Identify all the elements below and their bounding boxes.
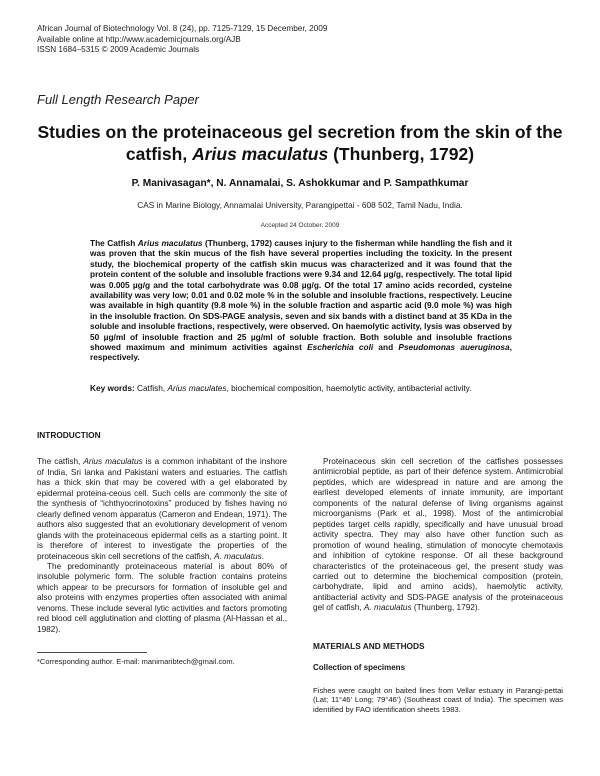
title-part2: (Thunberg, 1792) — [328, 144, 475, 164]
right-column — [313, 430, 563, 714]
title-species: Arius maculatus — [192, 144, 329, 164]
left-column — [37, 430, 287, 635]
journal-citation: African Journal of Biotechnology Vol. 8 (24), pp. 7125-7129, 15 December, 2009 — [37, 24, 328, 33]
abstract-text: , respectively. — [90, 342, 512, 363]
journal-header — [37, 24, 327, 56]
affiliation: CAS in Marine Biology, Annamalai University, Parangipettai - 608 502, Tamil Nadu, India. — [137, 200, 463, 210]
methods-heading: MATERIALS AND METHODS — [313, 640, 425, 651]
accepted-date: Accepted 24 October, 2009 — [260, 222, 340, 229]
footnote-divider — [37, 652, 147, 653]
methods-subheading: Collection of specimens — [313, 663, 406, 673]
abstract-italic: Pseudomonas aueruginosa — [398, 342, 510, 353]
abstract-text: (Thunberg, 1792) causes injury to the fisherman while handling the fish and it was proven that the skin mucus of the fish have several properties including the toxicity. In the present study, the biochemical property of the catfish skin mucus was characterized and it was found that the protein content of the soluble and insoluble fractions were 9.34 and 12.64 µg/g, respectively. The total lipid was 0.005 µg/g and the total carbohydrate was 0.08 µg/g. Of the total 17 amino acids recorded, cysteine availability was very low; 0.01 and 0.02 mole % in the soluble and insoluble fractions, respectively. Leucine was available in high quantity (9.8 mole %) in the soluble fraction and aspartic acid (9.0 mole %) was high in the insoluble fraction. On SDS-PAGE analysis, seven and six bands with a distinct band at 35 KDa in the soluble and insoluble fractions, respectively, were observed. On haemolytic activity, lysis was observed by 50 µg/ml of insoluble fraction and 25 µg/ml of soluble fraction. Both soluble and insoluble fractions showed maximum and minimum activities against — [90, 238, 513, 353]
journal-issn: ISSN 1684–5315 © 2009 Academic Journals — [37, 45, 200, 54]
intro-paragraph-1 — [37, 457, 287, 562]
intro-text: Proteinaceous skin cell secretion of the catfishes possesses antimicrobial peptide, as part of their defence system. Antimicrobial peptides, which are widespread in nature and are among the earliest developed elements of innate immunity, are important components of the natural defense of living organisms against microorganisms (Park et al., 1998). Most of the antimicrobial peptides target cells rapidly, specifically and have unusual broad activity spectra. They may also have other function such as promotion of wound healing, stimulation of monocyte chemotaxis and inhibition of cytokine response. Of all these background characteristics of the proteinaceous gel, the present study was carried out to determine the biochemical composition (protein, carbohydrate, lipid and amino acids), haemolytic activity, antibacterial activity and SDS-PAGE analysis of the proteinaceous gel of catfish, — [313, 457, 563, 613]
paper-type: Full Length Research Paper — [37, 92, 199, 107]
title-part1: Studies on the proteinaceous gel secretion from the skin of the catfish, — [37, 122, 563, 164]
keywords-text: , biochemical composition, haemolytic activity, antibacterial activity. — [226, 383, 472, 393]
intro-paragraph-3 — [313, 457, 563, 614]
intro-text: The catfish, — [37, 457, 84, 467]
intro-text: . — [261, 551, 264, 561]
keywords-text: Catfish, — [134, 383, 168, 393]
intro-text: (Thunberg, 1792). — [411, 603, 480, 613]
introduction-heading: INTRODUCTION — [37, 430, 101, 440]
keywords-label: Key words: — [90, 383, 135, 393]
keywords-italic: Arius maculates — [167, 383, 227, 393]
abstract-italic: Escherichia coli — [307, 342, 374, 353]
abstract-italic: Arius maculatus — [137, 238, 203, 248]
keywords — [90, 383, 512, 394]
intro-italic: A. maculatus — [363, 603, 412, 613]
abstract-text: and — [373, 342, 399, 353]
abstract-text: The Catfish — [90, 238, 138, 248]
author-list: P. Manivasagan*, N. Annamalai, S. Ashokkumar and P. Sampathkumar — [131, 178, 469, 189]
intro-paragraph-2: The predominantly proteinaceous material is about 80% of insoluble polymeric form. The soluble fraction contains proteins which appear to be precursors for formation of insoluble gel and also proteins with enzymes properties often associated with animal venoms. These include several lytic activities and factors promoting red blood cell agglutination and clotting of plasma (Al-Hassan et al., 1982). — [37, 561, 287, 634]
corresponding-author-footnote: *Corresponding author. E-mail: manimaribtech@gmail.com. — [37, 657, 235, 666]
journal-url[interactable]: Available online at http://www.academicjournals.org/AJB — [37, 34, 241, 44]
intro-italic: Arius maculatus — [83, 457, 143, 467]
intro-text: is a common inhabitant of the inshore of India, Sri lanka and Pakistani waters and estuaries. The catfish has a thick skin that may be covered with a gel elaborated by epidermal proteina-ceous cell. Such cells are commonly the site of the synthesis of “ichthyocrinotoxins” produced by fishes having no clearly defined venom apparatus (Cameron and Endean, 1971). The authors also suggested that an evolutionary development of venom glands with the proteinaceous epidermal cells as a starting point. It is therefore of interest to investigate the properties of the proteinaceous skin cell secretions of the catfish, — [37, 457, 287, 561]
intro-italic: A. maculatus — [214, 551, 262, 561]
abstract — [90, 238, 512, 363]
paper-title — [37, 121, 563, 165]
methods-paragraph-1: Fishes were caught on baited lines from Vellar estuary in Parangi-pettai (Lat; 11°46’ Long; 79°46’) (Southeast coast of India). The specimen was identified by FAO identification sheets 1983. — [313, 685, 563, 714]
